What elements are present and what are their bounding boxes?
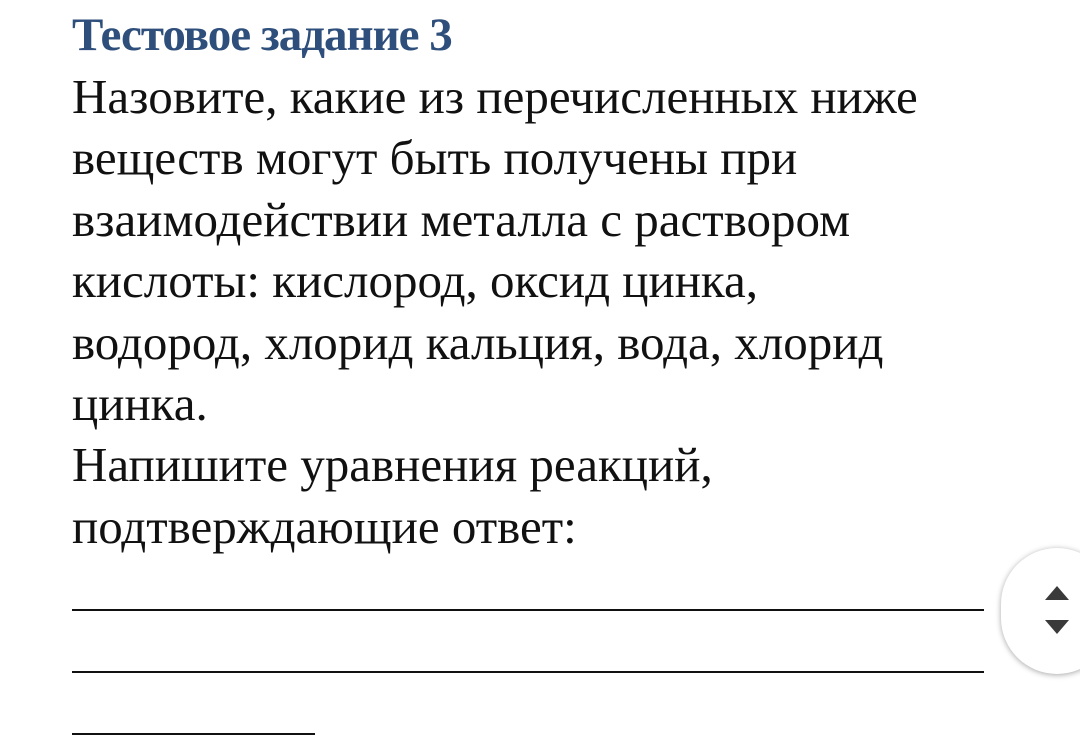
question-line: Напишите уравнения реакций, — [72, 437, 713, 493]
answer-blank-line — [72, 733, 315, 735]
question-line: взаимодействии металла с раствором — [72, 191, 851, 247]
task-title: Тестовое задание 3 — [72, 9, 452, 61]
question-line: кислоты: кислород, оксид цинка, — [72, 253, 758, 309]
question-line: водород, хлорид кальция, вода, хлорид — [72, 314, 884, 370]
question-line: Назовите, какие из перечисленных ниже — [72, 69, 918, 124]
question-line: цинка. — [72, 376, 208, 432]
chevron-up-icon[interactable] — [1045, 586, 1069, 600]
question-line: веществ могут быть получены при — [72, 130, 798, 186]
question-text — [72, 66, 1012, 557]
scroll-control[interactable] — [1001, 548, 1080, 674]
question-line: подтверждающие ответ: — [72, 498, 577, 554]
answer-blank-line — [72, 609, 984, 611]
answer-blank-line — [72, 671, 984, 673]
chevron-down-icon[interactable] — [1045, 620, 1069, 634]
